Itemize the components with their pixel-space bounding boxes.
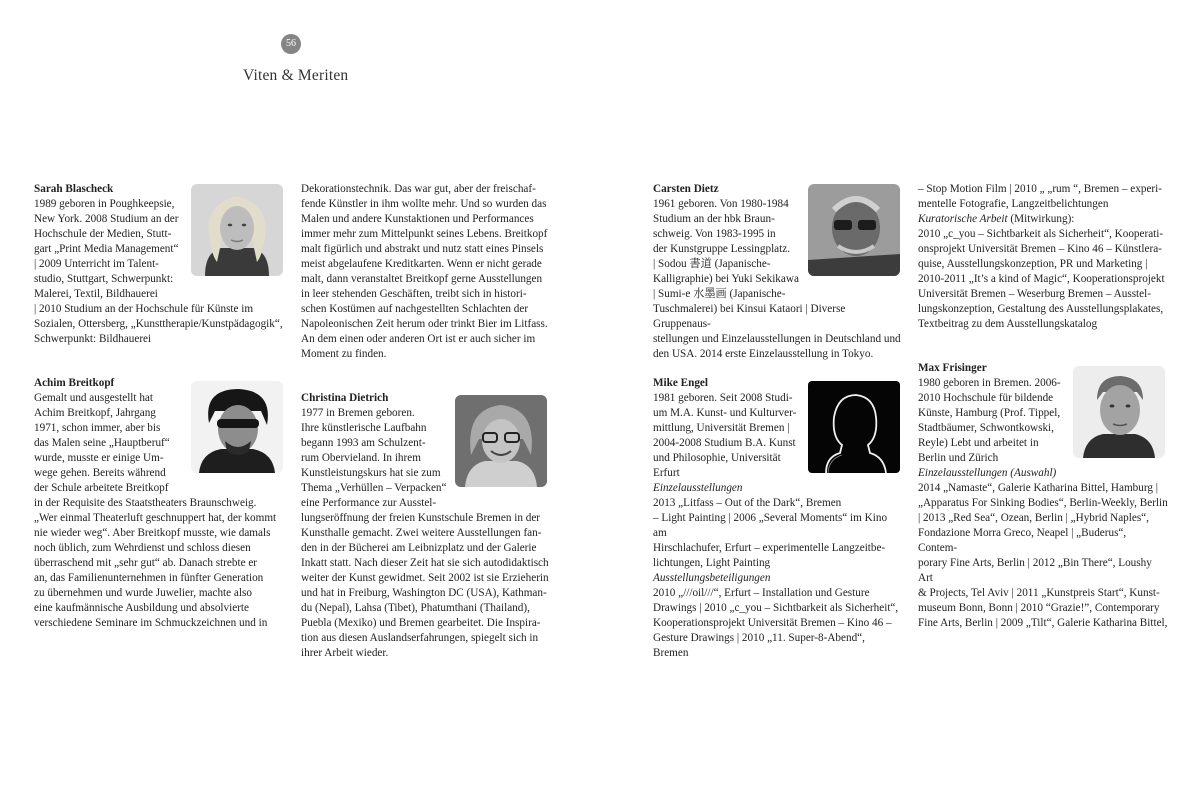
- bio-line: in der Requisite des Staatstheaters Braunschweig.: [34, 497, 257, 509]
- bio-line: lungskonzeption, Gestaltung des Ausstellungsplakates,: [918, 303, 1164, 315]
- bio-line: Ihre künstlerische Laufbahn: [301, 422, 427, 434]
- bio-subheading: Ausstellungsbeteiligungen: [653, 572, 771, 584]
- bio-line: Dekorationstechnik. Das war gut, aber der freischaf-: [301, 183, 536, 195]
- bio-line: malt, dann veranstaltet Breitkopf gerne Ausstellungen: [301, 273, 543, 285]
- bio-subheading: Kuratorische Arbeit: [918, 213, 1008, 225]
- bio-line: den USA. 2014 erste Einzelausstellung in Tokyo.: [653, 348, 874, 360]
- bio-achim-breitkopf-continued: [301, 182, 551, 362]
- bio-line: Kooperationsprojekt Universität Bremen – Kino 46 –: [653, 617, 892, 629]
- bio-line: tion aus diesen Auslandserfahrungen, spiegelt sich in: [301, 632, 539, 644]
- bio-line: 1961 geboren. Von 1980-1984: [653, 198, 789, 210]
- bio-line: 2010 Hochschule für bildende: [918, 392, 1054, 404]
- bio-mike-engel-continued: [918, 182, 1168, 332]
- bio-line: 2014 „Namaste“, Galerie Katharina Bittel, Hamburg |: [918, 482, 1158, 494]
- bio-line: „Wer einmal Theaterluft geschnuppert hat, der kommt: [34, 512, 277, 524]
- bio-line: Textbeitrag zu dem Ausstellungskatalog: [918, 318, 1098, 330]
- bio-line: gart „Print Media Management“: [34, 243, 179, 255]
- bio-line: porary Fine Arts, Berlin | 2012 „Bin There“, Loushy Art: [918, 557, 1152, 584]
- bio-line: Drawings | 2010 „c_you – Sichtbarkeit als Sicherheit“,: [653, 602, 899, 614]
- bio-name: Mike Engel: [653, 377, 709, 389]
- bio-line: weiter der Kunst gewidmet. Seit 2002 ist sie Erzieherin: [301, 572, 549, 584]
- bio-line: Gesture Drawings | 2010 „11. Super-8-Abend“, Bremen: [653, 632, 865, 659]
- bio-line: lichtungen, Light Painting: [653, 557, 771, 569]
- bio-line: Schwerpunkt: Bildhauerei: [34, 333, 152, 345]
- bio-name: Max Frisinger: [918, 362, 987, 374]
- bio-line: Inkatt statt. Nach dieser Zeit hat sie sich autodidaktisch: [301, 557, 549, 569]
- bio-line: | Sodou 書道 (Japanische-: [653, 258, 771, 270]
- bio-line: der Schule arbeitete Breitkopf: [34, 482, 169, 494]
- bio-line: an, das Familienunternehmen in fünfter Generation: [34, 572, 264, 584]
- bio-line: Stadtbäumer, Schwontkowski,: [918, 422, 1054, 434]
- bio-line: | 2009 Unterricht im Talent-: [34, 258, 159, 270]
- bio-line: Berlin und Zürich: [918, 452, 999, 464]
- portrait-photo-christina: [455, 395, 547, 487]
- bio-line: zu übernehmen und wurde Juwelier, machte also: [34, 587, 252, 599]
- bio-line: Tuschmalerei) bei Kinsui Kataori | Diverse Gruppenaus-: [653, 303, 846, 330]
- bio-line: Reyle) Lebt und arbeitet in: [918, 437, 1039, 449]
- bio-line: 2004-2008 Studium B.A. Kunst: [653, 437, 796, 449]
- bio-line: & Projects, Tel Aviv | 2011 „Kunstpreis Start“, Kunst-: [918, 587, 1160, 599]
- bio-line: Puebla (Mexiko) und Bremen gearbeitet. Die Inspira-: [301, 617, 541, 629]
- bio-line: museum Bonn, Bonn | 2010 “Grazie!”, Contemporary: [918, 602, 1160, 614]
- bio-line: Kalligraphie) bei Yuki Sekikawa: [653, 273, 799, 285]
- bio-line: eine Performance zur Ausstel-: [301, 497, 437, 509]
- bio-name: Achim Breitkopf: [34, 377, 115, 389]
- bio-line: 1971, schon immer, aber bis: [34, 422, 161, 434]
- bio-line: – Light Painting | 2006 „Several Moments“ im Kino am: [653, 512, 888, 539]
- bio-line: Thema „Verhüllen – Verpacken“: [301, 482, 447, 494]
- bio-line: Moment zu finden.: [301, 348, 387, 360]
- bio-subheading: Einzelausstellungen (Auswahl): [918, 467, 1057, 479]
- bio-name: Sarah Blascheck: [34, 183, 114, 195]
- bio-line: rum Obervieland. In ihrem: [301, 452, 421, 464]
- bio-line: 2010 „c_you – Sichtbarkeit als Sicherheit“, Kooperati-: [918, 228, 1164, 240]
- bio-line: noch üblich, zum Wehrdienst und schloss diesen: [34, 542, 251, 554]
- bio-line: An dem einen oder anderen Ort ist er auch sicher im: [301, 333, 536, 345]
- bio-line: Fine Arts, Berlin | 2009 „Tilt“, Galerie Katharina Bittel,: [918, 617, 1168, 629]
- bio-line: ihrer Arbeit wieder.: [301, 647, 389, 659]
- bio-line: 1977 in Bremen geboren.: [301, 407, 415, 419]
- portrait-photo-carsten: [808, 184, 900, 276]
- bio-line: meist abgelaufene Kreditkarten. Wenn er nicht gerade: [301, 258, 542, 270]
- bio-line: Künste, Hamburg (Prof. Tippel,: [918, 407, 1061, 419]
- bio-line: Sozialen, Ottersberg, „Kunsttherapie/Kunstpädagogik“,: [34, 318, 283, 330]
- bio-line: verschiedene Seminare im Schmuckzeichnen und in: [34, 617, 268, 629]
- photo-mike-light-painting: [808, 381, 900, 473]
- bio-line-kuratorisch: [918, 212, 1168, 227]
- bio-line: überraschend mit „sehr gut“ ab. Danach strebte er: [34, 557, 258, 569]
- portrait-photo-sarah: [191, 184, 283, 276]
- bio-line: Malerei, Textil, Bildhauerei: [34, 288, 158, 300]
- bio-line: studio, Stuttgart, Schwerpunkt:: [34, 273, 174, 285]
- bio-line: 2013 „Litfass – Out of the Dark“, Bremen: [653, 497, 842, 509]
- bio-line: du (Nepal), Lahsa (Tibet), Phatumthani (Thailand),: [301, 602, 530, 614]
- bio-line: nie wieder weg“. Aber Breitkopf musste, wie damals: [34, 527, 271, 539]
- bio-line: 1989 geboren in Poughkeepsie,: [34, 198, 175, 210]
- bio-line: das Malen seine „Hauptberuf“: [34, 437, 170, 449]
- section-title: Viten & Meriten: [243, 67, 349, 84]
- bio-line: 2010-2011 „It’s a kind of Magic“, Kooperationsprojekt: [918, 273, 1165, 285]
- page-number-badge: 56: [281, 34, 301, 54]
- portrait-photo-achim: [191, 381, 283, 473]
- bio-line: immer mehr zum Mittelpunkt seines Lebens. Breitkopf: [301, 228, 548, 240]
- bio-line: 1980 geboren in Bremen. 2006-: [918, 377, 1061, 389]
- bio-line: onsprojekt Universität Bremen – Kino 46 – Künstlera-: [918, 243, 1162, 255]
- bio-line: um M.A. Kunst- und Kulturver-: [653, 407, 797, 419]
- bio-line: Kunsthalle gemacht. Zwei weitere Ausstellungen fan-: [301, 527, 542, 539]
- bio-line: Studium an der hbk Braun-: [653, 213, 775, 225]
- bio-subheading: Einzelausstellungen: [653, 482, 743, 494]
- bio-line: der Kunstgruppe Lessingplatz.: [653, 243, 791, 255]
- bio-line: New York. 2008 Studium an der: [34, 213, 179, 225]
- bio-line: Hirschlachufer, Erfurt – experimentelle Langzeitbe-: [653, 542, 886, 554]
- bio-line: Malen und andere Kunstaktionen und Performances: [301, 213, 534, 225]
- bio-name: Christina Dietrich: [301, 392, 389, 404]
- bio-line: Kunstleistungskurs hat sie zum: [301, 467, 441, 479]
- bio-line: in leer stehenden Geschäften, treibt sich in histori-: [301, 288, 527, 300]
- bio-line: mittlung, Universität Bremen |: [653, 422, 790, 434]
- bio-subheading-suffix: (Mitwirkung):: [1007, 213, 1075, 225]
- bio-line: 1981 geboren. Seit 2008 Studi-: [653, 392, 793, 404]
- bio-line: 2010 „///oil///“, Erfurt – Installation und Gesture: [653, 587, 870, 599]
- bio-line: mentelle Fotografie, Langzeitbelichtungen: [918, 198, 1109, 210]
- bio-name: Carsten Dietz: [653, 183, 719, 195]
- bio-line: lungseröffnung der freien Kunstschule Bremen in der: [301, 512, 541, 524]
- bio-line: Achim Breitkopf, Jahrgang: [34, 407, 156, 419]
- portrait-photo-max: [1073, 366, 1165, 458]
- bio-line: und hat in Freiburg, Washington DC (USA), Kathman-: [301, 587, 547, 599]
- bio-line: Erfurt: [653, 467, 680, 479]
- bio-line: und Philosophie, Universität: [653, 452, 781, 464]
- bio-line: begann 1993 am Schulzent-: [301, 437, 426, 449]
- bio-line: schen Kostümen auf nachgestellten Schlachten der: [301, 303, 529, 315]
- bio-line: stellungen und Einzelausstellungen in Deutschland und: [653, 333, 901, 345]
- bio-line: „Apparatus For Sinking Bodies“, Berlin-Weekly, Berlin: [918, 497, 1168, 509]
- bio-line: Gemalt und ausgestellt hat: [34, 392, 153, 404]
- bio-line: | 2013 „Red Sea“, Ozean, Berlin | „Hybrid Naples“,: [918, 512, 1149, 524]
- bio-line: schweig. Von 1983-1995 in: [653, 228, 776, 240]
- bio-line: fende Künstler in ihm wollte mehr. Und so wurden das: [301, 198, 547, 210]
- bio-line: | Sumi-e 水墨画 (Japanische-: [653, 288, 786, 300]
- bio-line: quise, Ausstellungskonzeption, PR und Marketing |: [918, 258, 1148, 270]
- bio-line: Napoleonischen Zeit herum oder trinkt Bier im Litfass.: [301, 318, 548, 330]
- bio-line: eine kaufmännische Ausbildung und absolvierte: [34, 602, 249, 614]
- bio-line: den in der Bücherei am Leibnizplatz und der Galerie: [301, 542, 537, 554]
- bio-line: Fondazione Morra Greco, Neapel | „Buderus“, Contem-: [918, 527, 1127, 554]
- bio-line: Hochschule der Medien, Stutt-: [34, 228, 172, 240]
- bio-line: wege gehen. Bereits während: [34, 467, 166, 479]
- bio-line: malt figürlich und abstrakt und nutz statt eines Pinsels: [301, 243, 544, 255]
- bio-line: | 2010 Studium an der Hochschule für Künste im: [34, 303, 254, 315]
- bio-line: wurde, musste er einige Um-: [34, 452, 164, 464]
- bio-line: Universität Bremen – Weserburg Bremen – Ausstel-: [918, 288, 1151, 300]
- bio-line: – Stop Motion Film | 2010 „ „rum “, Bremen – experi-: [918, 183, 1162, 195]
